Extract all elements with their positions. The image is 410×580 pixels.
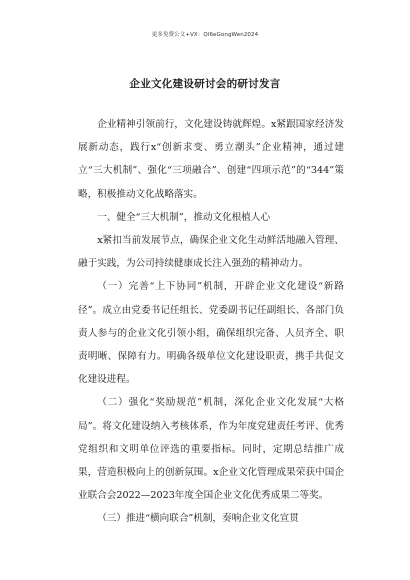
section-heading-1: 一、健全“三大机制”，推动文化根植人心	[97, 211, 271, 223]
paragraph-item-3: （三）推进“横向联合”机制，奏响企业文化宣贯	[97, 513, 299, 525]
document-body	[78, 113, 344, 531]
paragraph-intro: 企业精神引领前行，文化建设铸就辉煌。x紧跟国家经济发展新动态，践行x“创新求变、勇立潮头”企业精神，通过建立“三大机制”、强化“三项融合”、创建“四项示范”的“344”策略，积极推动文化战略落实。	[78, 119, 344, 200]
paragraph-section-1: x紧扣当前发展节点，确保企业文化生动鲜活地融入管理、融于实践，为公司持续健康成长注入强劲的精神动力。	[78, 235, 344, 270]
paragraph-item-1: （一）完善“上下协同”机制，开辟企业文化建设“新路径”。成立由党委书记任组长、党委副书记任副组长、各部门负责人参与的企业文化引领小组，确保组织完备、人员齐全、职责明晰、保障有力。明确各级单位文化建设职责，携手共促文化建设进程。	[78, 281, 344, 386]
header-note: 更多免费公文+VX：Ql6eGongWen2024	[151, 32, 259, 38]
paragraph-item-2: （二）强化“奖励规范”机制，深化企业文化发展“大格局”。将文化建设纳入考核体系，作为年度党建责任考评、优秀党组织和文明单位评选的重要指标。同时，定期总结推广成果，营造积极向上的创新氛围。x企业文化管理成果荣获中国企业联合会2022—2023年度全国企业文化优秀成果二等奖。	[78, 397, 344, 502]
document-title: 企业文化建设研讨会的研讨发言	[129, 78, 281, 90]
